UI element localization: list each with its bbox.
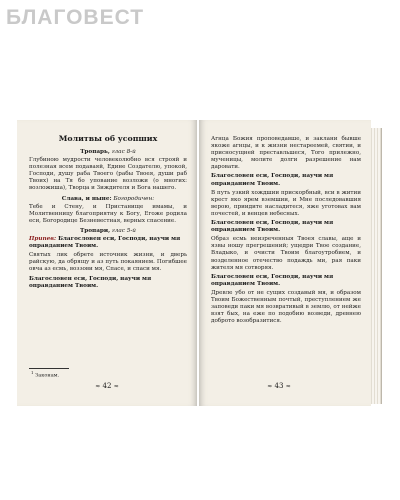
refrain: Благословен еси, Господи, научи мя оправданием Твоим. [211,173,334,187]
footnote-divider [29,368,69,369]
troparion-paragraph: Святых лик обрете источник жизни, и дверь райскую, да обрящу и аз путь покаянием. Погибшее овча аз есмь, воззови мя, Спасе, и спаси мя. [29,252,187,273]
refrain: Благословен еси, Господи, научи мя оправданием Твоим. [211,220,334,234]
book-spread [17,120,380,406]
page-number-right: ≈ 43 ≈ [267,382,291,390]
glory-heading: Слава, и ныне: Богородичен: [61,195,155,202]
page-edges [371,128,382,404]
refrain-repeat: Благословен еси, Господи, научи мя оправданием Твоим. [29,275,152,289]
troparion-heading: Тропарь, глас 8-й [80,149,136,155]
prayer-paragraph: Агнца Божия проповедавше, и заклани бывше якоже агнцы, и к жизни нестареемей, святии, и присносущней преставльшеся, Того прилежно, мученицы, молите долги разрешение нам даровати. [211,136,361,171]
right-page [199,120,371,406]
prayer-paragraph: Глубиною мудрости человеколюбно вся строяй и полезная всем подаваяй, Едине Создателю, упокой, Господи, душу раба Твоего (рабы Твоея, души раб Твоих) на Тя бо упование возложи (о многих: возложиша), Творца и Зиждителя и Бога нашего. [29,157,187,192]
left-page [17,120,197,406]
refrain: Припев: Благословен еси, Господи, научи мя оправданием Твоим. [29,236,181,250]
prayer-paragraph: Образ есмь неизреченныя Твоея славы, аще и язвы ношу прегрешений; ущедри Твое создание, Владыко, и очисти Твоим благоутробием, и возделенное отечество подаждь ми, рая паки жителя мя сотворяя. [211,236,361,271]
theotokion-paragraph: Тебе и Стену, и Пристанище имамы, и Молитвенницу благоприятну к Богу, Егоже родила еси, Богородице Безневестная, верных спасение. [29,203,187,224]
troparia-heading: Тропари, глас 5-й [80,227,136,234]
page-number-left: ≈ 42 ≈ [95,382,119,390]
page-title: Молитвы об усопших [58,134,158,143]
watermark-logo: БЛАГОВЕСТ [6,6,145,29]
prayer-paragraph: Древле убо от не сущих создавый мя, и образом Твоим Божественным почтый, преступлением же заповеди паки мя возвративый в землю, от нейже взят бых, на еже по подобию возведи, древнею доброто возобразитися. [211,289,361,325]
refrain: Благословен еси, Господи, научи мя оправданием Твоим. [211,273,334,287]
footnote: $^1$ Законам. [31,370,60,379]
prayer-paragraph: В путь узкий хождшии прискорбный, вси в житии крест яко ярем вземшии, и Мне последовавшия верою, приидите насладитеся, яже уготовах вам почестей, и венцев небесных. [211,189,361,217]
